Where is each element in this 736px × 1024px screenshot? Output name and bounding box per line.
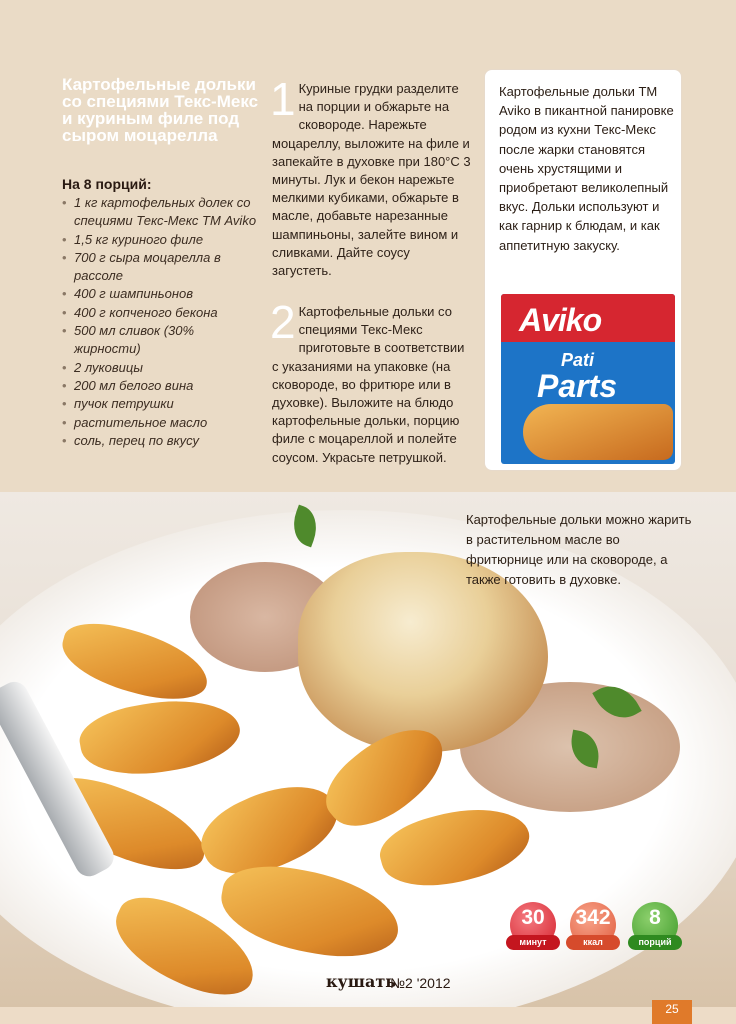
step-text: Куриные грудки разделите на порции и обжарьте на сковороде. Нарежьте моцареллу, выложите на филе и запекайте в духовке при 180°С 3 минуты. Лук и бекон нарежьте мелкими кубиками, обжарьте в масле, добавьте нарезанные шампиньоны, залейте вином и сливками. Дайте соусу загустеть. <box>272 81 471 279</box>
product-package-image <box>501 294 675 464</box>
recipe-title: Картофельные дольки со специями Текс-Мекс и куриным филе под сыром моцарелла <box>62 75 259 145</box>
photo-caption: Картофельные дольки можно жарить в растительном масле во фритюрнице или на сковороде, а также готовить в духовке. <box>466 512 692 587</box>
ingredient-item: • 200 мл белого вина <box>62 377 262 395</box>
step-1 <box>270 73 472 280</box>
step-text: Картофельные дольки со специями Текс-Мекс приготовьте в соответствии с указаниями на упаковке (на сковороде, во фритюре или в духовке). Выложите на блюдо картофельные дольки, порцию филе с моцареллой и полейте соусом. Украсьте петрушкой. <box>272 304 465 465</box>
ingredient-item: • соль, перец по вкусу <box>62 432 262 450</box>
ingredient-item: • 700 г сыра моцарелла в рассоле <box>62 249 262 286</box>
dish-photo <box>0 492 736 1007</box>
package-line-1: Pati <box>561 350 595 370</box>
recipe-section <box>0 0 736 492</box>
package-fries-image <box>523 404 673 460</box>
step-number: 1 <box>270 73 296 125</box>
step-number: 2 <box>270 296 296 348</box>
ingredient-item: • растительное масло <box>62 414 262 432</box>
ingredient-item: • 1,5 кг куриного филе <box>62 231 262 249</box>
badge-unit: ккал <box>566 935 620 950</box>
ingredient-item: • пучок петрушки <box>62 395 262 413</box>
badge-value: 8 <box>649 906 661 929</box>
badge-value: 30 <box>521 906 545 929</box>
ingredient-item: • 400 г копченого бекона <box>62 304 262 322</box>
magazine-logo: кушать <box>326 972 397 991</box>
servings-badge <box>632 902 678 948</box>
badge-value: 342 <box>575 906 611 929</box>
ingredient-item: • 400 г шампиньонов <box>62 285 262 303</box>
page-number: 25 <box>652 1000 692 1024</box>
badge-unit: порций <box>628 935 682 950</box>
servings-label: На 8 порций: <box>62 176 152 192</box>
package-line-2: Parts <box>537 368 618 404</box>
step-2 <box>270 296 472 467</box>
ingredient-item: • 2 луковицы <box>62 359 262 377</box>
promo-text: Картофельные дольки ТМ Aviko в пикантной панировке родом из кухни Текс-Мекс после жарки становятся очень хрустящими и приобретают великолепный вкус. Дольки используют и как гарнир к блюдам, и как аппетитную закуску. <box>499 84 674 253</box>
promo-box <box>484 69 682 471</box>
cooking-time-badge <box>510 902 556 948</box>
ingredient-list <box>62 194 262 450</box>
calories-badge <box>570 902 616 948</box>
package-brand-logo: Aviko <box>519 302 602 338</box>
ingredient-item: • 500 мл сливок (30% жирности) <box>62 322 262 359</box>
ingredient-item: • 1 кг картофельных долек со специями Текс-Мекс ТМ Aviko <box>62 194 262 231</box>
badge-unit: минут <box>506 935 560 950</box>
issue-number: №2 '2012 <box>390 975 451 991</box>
